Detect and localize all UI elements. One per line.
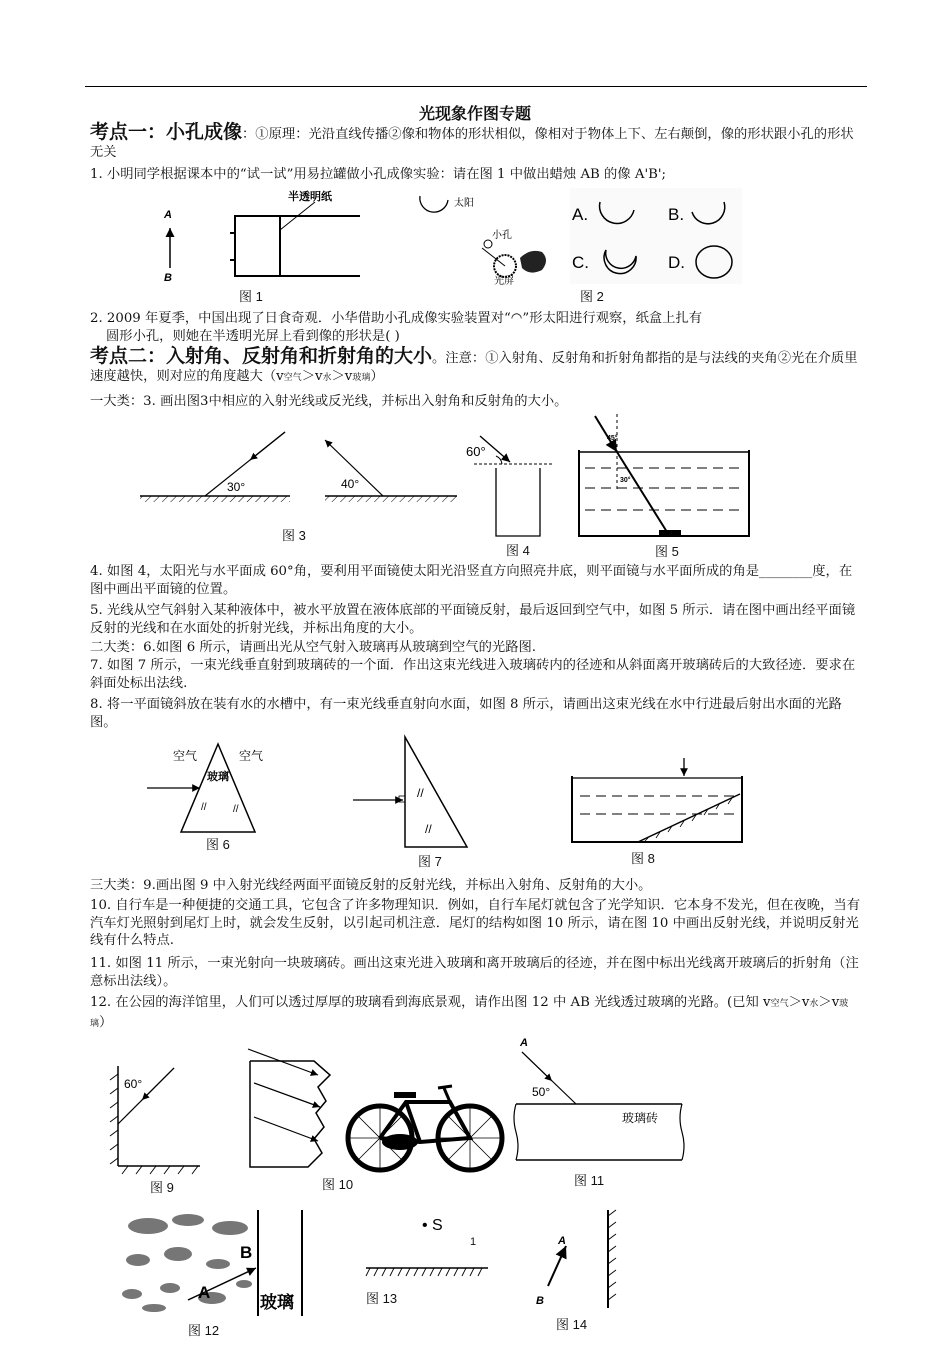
figure-11-caption: 图 11: [574, 1173, 605, 1188]
category-1: 一大类：3. 画出图3中相应的入射光线或反光线，并标出入射角和反射角的大小。: [90, 394, 568, 409]
figure-6-diagram: [145, 740, 285, 840]
section-2-intro: 考点二：入射角、反射角和折射角的大小。注意：①入射角、反射角和折射角都指的是与法线的夹角②光在介质里速度越快，则对应的角度越大（v空气＞v水＞v玻璃）: [90, 345, 858, 384]
question-4: 4. 如图 4，太阳光与水平面成 60°角，要利用平面镜使太阳光沿竖直方向照亮井底，则平面镜与水平面所成的角是________度，在图中画出平面镜的位置。: [90, 564, 853, 597]
question-11: 11. 如图 11 所示，一束光射向一块玻璃砖。画出这束光进入玻璃和离开玻璃后的径迹，并在图中标出光线离开玻璃后的折射角（注意标出法线）。: [90, 956, 859, 989]
ray14-label-a: A: [558, 1235, 566, 1247]
question-8: 8. 将一平面镜斜放在装有水的水槽中，有一束光线垂直射向水面，如图 8 所示，请画出这束光线在水中行进最后射出水面的光路图。: [90, 697, 842, 730]
header-rule: [85, 86, 867, 87]
point-a-label: A: [198, 1283, 211, 1302]
figure-10-caption: 图 10: [322, 1177, 354, 1192]
option-a: A.: [572, 205, 589, 224]
glass-label: 玻璃: [207, 771, 229, 783]
angle-30: 30°: [227, 480, 246, 494]
point-s-label: • S: [422, 1217, 443, 1234]
figure-3-caption: 图 3: [282, 528, 306, 543]
figure-12-caption: 图 12: [188, 1323, 220, 1338]
figure-8-diagram: [568, 758, 748, 848]
boli-label: 玻璃: [260, 1293, 294, 1312]
figure-2-diagram: [410, 188, 750, 288]
angle-60: 60°: [466, 444, 486, 459]
hole-label: 小孔: [492, 230, 512, 241]
glass-brick-label: 玻璃砖: [622, 1111, 659, 1125]
air-label-right: 空气: [239, 749, 264, 763]
figure-14-diagram: [530, 1208, 630, 1313]
point-b-label: B: [240, 1243, 253, 1262]
figure-14-caption: 图 14: [556, 1317, 588, 1332]
figure-7-diagram: [345, 733, 475, 853]
question-1: 1. 小明同学根据课本中的“试一试”用易拉罐做小孔成像实验：请在图 1 中做出蜡烛 AB 的像 A'B';: [90, 167, 667, 182]
category-3: 三大类：9.画出图 9 中入射光线经两面平面镜反射的反射光线，并标出入射角、反射角的大小。: [90, 878, 652, 893]
section-2-heading: 考点二：入射角、反射角和折射角的大小: [90, 345, 433, 367]
figure-1-caption: 图 1: [239, 289, 263, 304]
section-1-text: ：①原理：光沿直线传播②像和物体的形状相似，像相对于物体上下、左右颠倒，像的形状跟小孔的形状无关: [90, 127, 854, 160]
category-2: 二大类：6.如图 6 所示，请画出光从空气射入玻璃再从玻璃到空气的光路图.: [90, 640, 537, 655]
candle-label-b: B: [164, 272, 172, 284]
page-title: 光现象作图专题: [418, 104, 531, 123]
bicycle-icon: [340, 1080, 510, 1180]
figure-2-caption: 图 2: [580, 289, 604, 304]
question-2: 2. 2009 年夏季，中国出现了日食奇观．小华借助小孔成像实验装置对“◠”形太阳进行观察，纸盒上扎有 圆形小孔，则她在半透明光屏上看到像的形状是( ): [90, 311, 703, 344]
question-7: 7. 如图 7 所示，一束光线垂直射到玻璃砖的一个面．作出这束光线进入玻璃砖内的径迹和从斜面离开玻璃砖后的大致径迹．要求在斜面处标出法线.: [90, 658, 856, 691]
option-b: B.: [668, 205, 685, 224]
angle-60-fig9: 60°: [124, 1077, 143, 1091]
svg-text://: //: [417, 786, 424, 800]
figure-11-diagram: [512, 1032, 692, 1167]
angle-45: 45°: [607, 435, 618, 442]
candle-label-a: A: [164, 209, 172, 221]
figure-4-caption: 图 4: [506, 543, 530, 558]
option-c: C.: [572, 253, 589, 272]
screen-label: 光屏: [494, 276, 514, 287]
section-1-intro: [90, 121, 865, 161]
figure-5-diagram: [575, 410, 755, 540]
paper-label: 半透明纸: [288, 191, 332, 203]
figure-9-diagram: [104, 1060, 204, 1175]
figure-3-diagram: [135, 410, 465, 515]
angle-50: 50°: [532, 1085, 551, 1099]
angle-40: 40°: [341, 477, 360, 491]
air-label-left: 空气: [173, 749, 198, 763]
figure-4-diagram: [464, 432, 564, 542]
figure-1-diagram: [150, 188, 370, 288]
figure-13-caption: 图 13: [366, 1291, 398, 1306]
option-d: D.: [668, 253, 685, 272]
figure-8-caption: 图 8: [631, 851, 655, 866]
question-12: 12. 在公园的海洋馆里，人们可以透过厚厚的玻璃看到海底景观，请作出图 12 中 AB 光线透过玻璃的光路。(已知 v空气＞v水＞v玻璃）: [90, 995, 849, 1030]
figure-12-diagram: [118, 1208, 308, 1318]
figure-6-caption: 图 6: [206, 837, 230, 852]
figure-10-diagram: [244, 1045, 344, 1170]
svg-text://: //: [233, 804, 239, 815]
sun-shape-icon: ◠: [510, 311, 523, 326]
svg-text://: //: [425, 822, 432, 836]
question-10: 10. 自行车是一种便捷的交通工具，它包含了许多物理知识．例如，自行车尾灯就包含了光学知识．它本身不发光，但在夜晚，当有汽车灯光照射到尾灯上时，就会发生反射，以引起司机注意．尾灯的结构如图 10 所示，请在图 10 中画出反射光线，并说明反射光线有什么特点.: [90, 898, 860, 948]
svg-text://: //: [201, 802, 207, 813]
angle-30-water: 30°: [620, 477, 631, 484]
section-1-heading: 考点一：小孔成像: [90, 121, 243, 143]
figure-5-caption: 图 5: [655, 544, 679, 559]
sun-label: 太阳: [454, 198, 474, 209]
figure-9-caption: 图 9: [150, 1180, 174, 1195]
ray14-label-b: B: [536, 1295, 544, 1307]
page-number: 1: [470, 1236, 477, 1248]
figure-7-caption: 图 7: [418, 854, 442, 869]
figure-13-diagram: [362, 1210, 502, 1280]
question-5: 5. 光线从空气斜射入某种液体中，被水平放置在液体底部的平面镜反射，最后返回到空气中，如图 5 所示．请在图中画出经平面镜反射的光线和在水面处的折射光线，并标出角度的大小。: [90, 603, 856, 636]
ray-label-a: A: [520, 1037, 528, 1049]
